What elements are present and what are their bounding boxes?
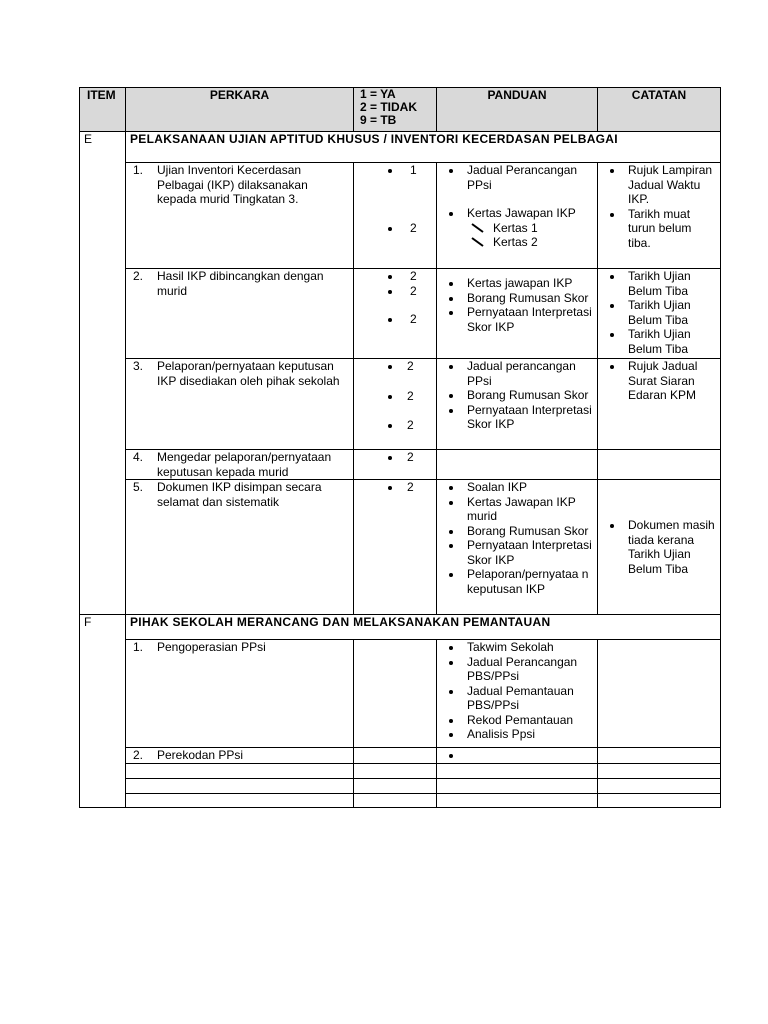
perkara-cell: [126, 640, 354, 748]
panduan-item: Analisis Ppsi: [441, 727, 593, 742]
panduan-cell: [437, 640, 598, 748]
answer-cell: [354, 359, 437, 450]
panduan-item: [441, 748, 593, 763]
panduan-item: Pernyataan Interpretasi Skor IKP: [441, 305, 593, 334]
catatan-cell: [598, 640, 721, 748]
catatan-cell: [598, 748, 721, 764]
panduan-item: Soalan IKP: [441, 480, 593, 495]
code-tb: 9 = TB: [360, 113, 397, 127]
item-text: Pelaporan/pernyataan keputusan IKP disediakan oleh pihak sekolah: [157, 359, 340, 388]
item-text: Perekodan PPsi: [157, 748, 244, 762]
item-text: Ujian Inventori Kecerdasan Pelbagai (IKP) dilaksanakan kepada murid Tingkatan 3.: [157, 163, 308, 206]
empty-row: [80, 794, 721, 808]
answer-cell: [354, 450, 437, 480]
item-number: 2.: [133, 748, 144, 762]
catatan-item: Tarikh Ujian Belum Tiba: [602, 298, 716, 327]
item-number: 3.: [133, 359, 144, 373]
section-e-row: [80, 132, 721, 163]
answer-cell: [354, 748, 437, 764]
panduan-subitem: Kertas 2: [441, 235, 593, 250]
table-row: [80, 748, 721, 764]
catatan-item: Tarikh Ujian Belum Tiba: [602, 327, 716, 356]
catatan-cell: [598, 450, 721, 480]
table-row: [80, 450, 721, 480]
panduan-item: Kertas Jawapan IKP: [441, 206, 593, 221]
catatan-item: Tarikh muat turun belum tiba.: [602, 207, 716, 251]
panduan-subitem: Kertas 1: [441, 221, 593, 236]
answer-value: 2: [358, 450, 432, 465]
table-row: [80, 640, 721, 748]
panduan-cell: [437, 748, 598, 764]
item-number: 1.: [133, 163, 144, 177]
item-text: Pengoperasian PPsi: [157, 640, 266, 654]
header-row: [80, 88, 721, 132]
answer-cell: [354, 163, 437, 269]
header-answer-codes: [354, 88, 437, 132]
table-row: [80, 269, 721, 359]
panduan-item: Pernyataan Interpretasi Skor IKP: [441, 538, 593, 567]
header-catatan: CATATAN: [598, 88, 721, 132]
arrow-bullet-icon: [471, 222, 487, 234]
table-row: [80, 359, 721, 450]
catatan-item: Rujuk Jadual Surat Siaran Edaran KPM: [602, 359, 716, 403]
catatan-item: Tarikh Ujian Belum Tiba: [602, 269, 716, 298]
panduan-cell: [437, 163, 598, 269]
catatan-item: Dokumen masih tiada kerana Tarikh Ujian Belum Tiba: [602, 518, 716, 576]
answer-value: 2: [358, 312, 432, 327]
section-e-title: PELAKSANAAN UJIAN APTITUD KHUSUS / INVENTORI KECERDASAN PELBAGAI: [126, 132, 721, 163]
perkara-cell: [126, 163, 354, 269]
panduan-cell: [437, 359, 598, 450]
panduan-item: Borang Rumusan Skor: [441, 524, 593, 539]
panduan-item: Pelaporan/pernyataa n keputusan IKP: [441, 567, 593, 596]
panduan-item: Pernyataan Interpretasi Skor IKP: [441, 403, 593, 432]
catatan-cell: [598, 480, 721, 615]
item-number: 4.: [133, 450, 144, 464]
catatan-cell: [598, 359, 721, 450]
answer-value: 2: [358, 480, 432, 495]
answer-value: 2: [358, 284, 432, 299]
answer-value: 2: [358, 389, 432, 404]
header-perkara: PERKARA: [126, 88, 354, 132]
panduan-item: Jadual Pemantauan PBS/PPsi: [441, 684, 593, 713]
answer-value: 1: [358, 163, 432, 178]
panduan-item: Jadual Perancangan PPsi: [441, 163, 593, 192]
header-item: ITEM: [80, 88, 126, 132]
header-panduan: PANDUAN: [437, 88, 598, 132]
section-e-letter: E: [80, 132, 126, 615]
panduan-item: Kertas jawapan IKP: [441, 276, 593, 291]
table-row: [80, 163, 721, 269]
catatan-cell: [598, 163, 721, 269]
code-ya: 1 = YA: [360, 87, 396, 101]
item-text: Mengedar pelaporan/pernyataan keputusan kepada murid: [157, 450, 332, 479]
perkara-cell: [126, 450, 354, 480]
item-text: Hasil IKP dibincangkan dengan murid: [157, 269, 324, 298]
perkara-cell: [126, 480, 354, 615]
answer-value: 2: [358, 269, 432, 284]
checklist-table: [79, 87, 721, 808]
answer-value: 2: [358, 418, 432, 433]
answer-value: 2: [358, 359, 432, 374]
code-tidak: 2 = TIDAK: [360, 100, 418, 114]
empty-row: [80, 764, 721, 779]
item-number: 5.: [133, 480, 144, 494]
panduan-item: Jadual perancangan PPsi: [441, 359, 593, 388]
catatan-item: Rujuk Lampiran Jadual Waktu IKP.: [602, 163, 716, 207]
perkara-cell: [126, 269, 354, 359]
table-row: [80, 480, 721, 615]
section-f-title: PIHAK SEKOLAH MERANCANG DAN MELAKSANAKAN PEMANTAUAN: [126, 615, 721, 640]
arrow-bullet-icon: [471, 236, 487, 248]
panduan-cell: [437, 269, 598, 359]
item-number: 1.: [133, 640, 144, 654]
panduan-item: Jadual Perancangan PBS/PPsi: [441, 655, 593, 684]
panduan-item: Takwim Sekolah: [441, 640, 593, 655]
item-number: 2.: [133, 269, 144, 283]
answer-cell: [354, 640, 437, 748]
section-f-row: [80, 615, 721, 640]
panduan-item: Borang Rumusan Skor: [441, 291, 593, 306]
perkara-cell: [126, 748, 354, 764]
empty-row: [80, 779, 721, 794]
section-f-letter: F: [80, 615, 126, 808]
item-text: Dokumen IKP disimpan secara selamat dan sistematik: [157, 480, 322, 509]
answer-cell: [354, 269, 437, 359]
answer-value: 2: [358, 221, 432, 236]
panduan-cell: [437, 480, 598, 615]
answer-cell: [354, 480, 437, 615]
perkara-cell: [126, 359, 354, 450]
panduan-cell: [437, 450, 598, 480]
catatan-cell: [598, 269, 721, 359]
panduan-item: Rekod Pemantauan: [441, 713, 593, 728]
panduan-item: Borang Rumusan Skor: [441, 388, 593, 403]
panduan-item: Kertas Jawapan IKP murid: [441, 495, 593, 524]
